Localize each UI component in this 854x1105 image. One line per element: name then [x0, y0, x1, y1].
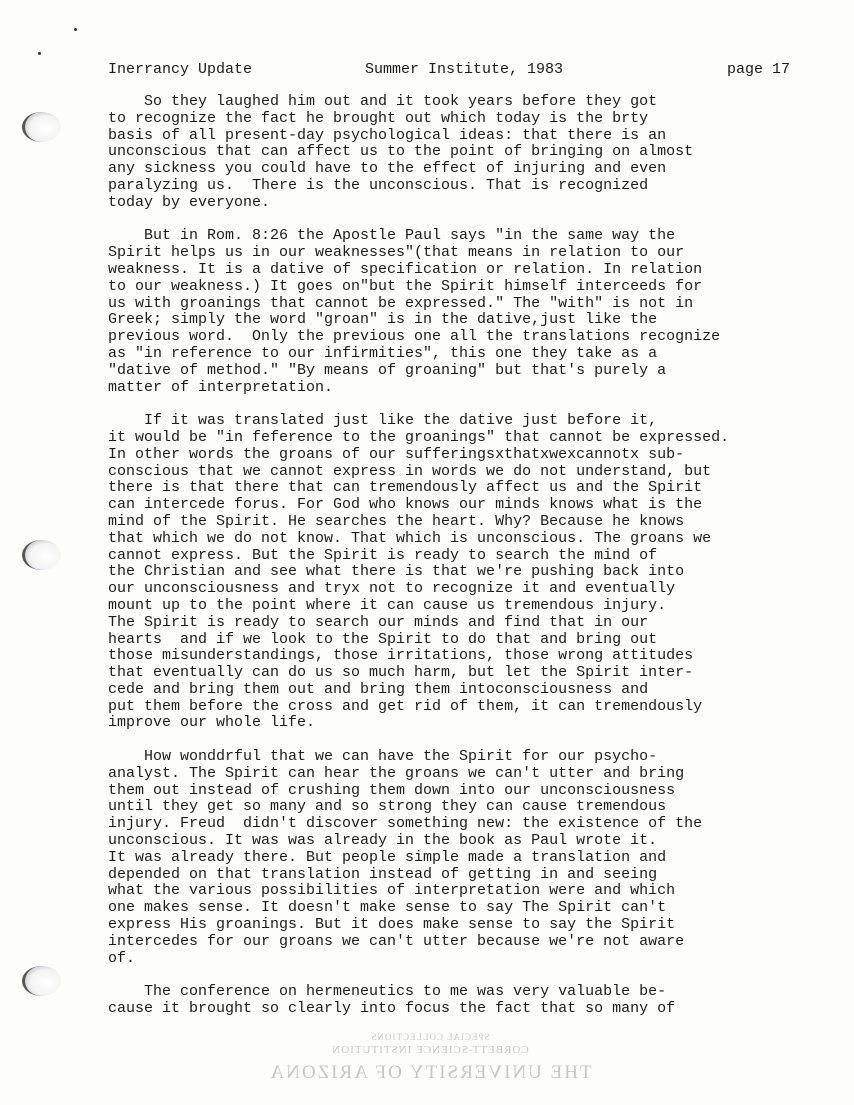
- text-line: there is that there that can tremendously affect us and the Spirit: [108, 479, 703, 497]
- text-line: Spirit helps us in our weaknesses"(that means in relation to our: [108, 244, 685, 262]
- text-line: until they get so many and so strong they can cause tremendous: [108, 798, 667, 816]
- text-line: cede and bring them out and bring them intoconsciousness and: [108, 680, 649, 698]
- text-line: paralyzing us. There is the unconscious. That is recognized: [108, 176, 649, 194]
- text-line: Greek; simply the word "groan" is in the dative,just like the: [108, 311, 658, 329]
- text-line: It was already there. But people simple made a translation and: [108, 848, 667, 866]
- text-line: mind of the Spirit. He searches the heart. Why? Because he knows: [108, 512, 685, 530]
- text-line: unconscious that can affect us to the point of bringing on almost: [108, 143, 694, 161]
- text-line: basis of all present-day psychological ideas: that there is an: [108, 126, 667, 144]
- text-line: hearts and if we look to the Spirit to do that and bring out: [108, 630, 658, 648]
- header-event: Summer Institute, 1983: [365, 61, 564, 78]
- paragraph: [108, 984, 820, 1018]
- text-line: In other words the groans of our sufferingsxthatxwexcannotx sub-: [108, 445, 685, 463]
- text-line: The Spirit is ready to search our minds and find that in our: [108, 613, 649, 631]
- text-line: cause it brought so clearly into focus the fact that so many of: [108, 1000, 676, 1018]
- text-line: what the various possibilities of interpretation were and which: [108, 882, 676, 900]
- speck: [38, 52, 41, 55]
- text-line: us with groanings that cannot be expressed." The "with" is not in: [108, 294, 694, 312]
- header-title: Inerrancy Update: [108, 61, 253, 78]
- text-line: can intercede forus. For God who knows our minds knows what is the: [108, 496, 703, 514]
- text-line: of.: [108, 949, 136, 967]
- text-line: our unconsciousness and tryx not to recognize it and eventually: [108, 580, 676, 598]
- text-line: that eventually can do us so much harm, but let the Spirit inter-: [108, 664, 694, 682]
- text-line: unconscious. It was was already in the book as Paul wrote it.: [108, 832, 658, 850]
- text-line: to our weakness.) It goes on"but the Spirit himself interceeds for: [108, 277, 703, 295]
- text-line: intercedes for our groans we can't utter because we're not aware: [108, 932, 685, 950]
- text-line: So they laughed him out and it took years before they got: [108, 93, 658, 110]
- page-header: [108, 60, 790, 80]
- binder-hole: [22, 540, 61, 570]
- paragraph: [108, 749, 820, 967]
- text-line: it would be "in feference to the groanings" that cannot be expressed.: [108, 428, 730, 446]
- page-number: page 17: [726, 61, 790, 78]
- speck: [74, 28, 77, 31]
- binder-hole: [22, 112, 61, 142]
- text-line: cannot express. But the Spirit is ready to search the mind of: [108, 546, 658, 564]
- text-line: injury. Freud didn't discover something new: the existence of the: [108, 815, 703, 833]
- text-line: those misunderstandings, those irritations, those wrong attitudes: [108, 647, 694, 665]
- text-line: one makes sense. It doesn't make sense to say The Spirit can't: [108, 899, 667, 917]
- paragraph: [108, 94, 820, 212]
- text-line: The conference on hermeneutics to me was very valuable be-: [108, 983, 667, 1001]
- text-line: them out instead of crushing them down into our unconsciousness: [108, 781, 676, 799]
- text-line: mount up to the point where it can cause us tremendous injury.: [108, 596, 667, 614]
- text-line: "dative of method." "By means of groaning" but that's purely a: [108, 361, 667, 379]
- bleed-line: SPECIAL COLLECTIONS: [370, 1032, 490, 1042]
- text-line: today by everyone.: [108, 193, 271, 211]
- binder-hole: [22, 966, 61, 996]
- bleed-line: CORBETT-SCIENCE INSTITUTION: [331, 1044, 529, 1056]
- text-line: But in Rom. 8:26 the Apostle Paul says "in the same way the: [108, 227, 676, 245]
- bleed-line: THE UNIVERSITY OF ARIZONA: [268, 1062, 592, 1083]
- text-line: that which we do not know. That which is unconscious. The groans we: [108, 529, 712, 547]
- bleed-through-stamp: [250, 1032, 610, 1084]
- text-line: weakness. It is a dative of specification or relation. In relation: [108, 260, 703, 278]
- text-line: put them before the cross and get rid of them, it can tremendously: [108, 697, 703, 715]
- text-line: the Christian and see what there is that we're pushing back into: [108, 563, 685, 581]
- body-text: [108, 94, 820, 1035]
- text-line: previous word. Only the previous one all the translations recognize: [108, 328, 721, 346]
- text-line: improve our whole life.: [108, 714, 316, 732]
- text-line: any sickness you could have to the effect of injuring and even: [108, 160, 667, 178]
- text-line: conscious that we cannot express in words we do not understand, but: [108, 462, 712, 480]
- text-line: as "in reference to our infirmities", this one they take as a: [108, 344, 658, 362]
- paragraph: [108, 413, 820, 732]
- paragraph: [108, 228, 820, 396]
- text-line: matter of interpretation.: [108, 378, 334, 396]
- text-line: depended on that translation instead of getting in and seeing: [108, 865, 658, 883]
- text-line: to recognize the fact he brought out which today is the brty: [108, 109, 649, 127]
- text-line: express His groanings. But it does make sense to say the Spirit: [108, 916, 676, 934]
- text-line: If it was translated just like the dative just before it,: [108, 412, 658, 430]
- text-line: How wonddrful that we can have the Spirit for our psycho-: [108, 748, 658, 766]
- text-line: analyst. The Spirit can hear the groans we can't utter and bring: [108, 764, 685, 782]
